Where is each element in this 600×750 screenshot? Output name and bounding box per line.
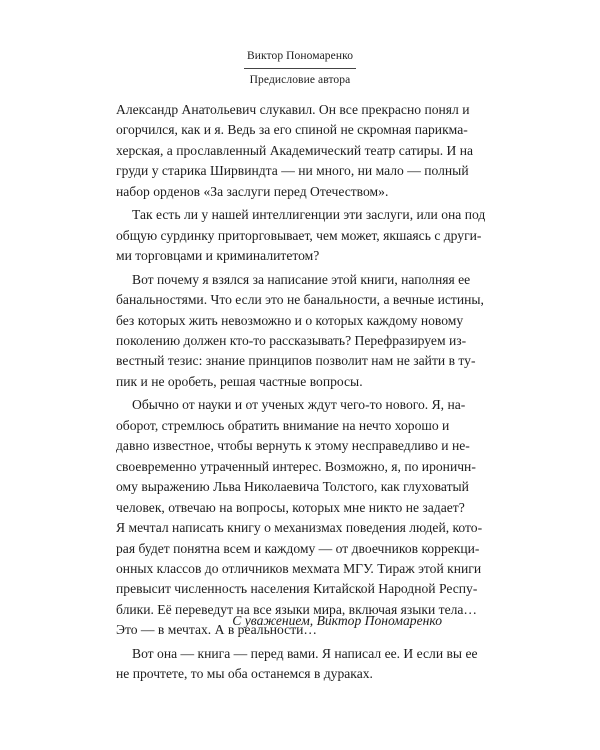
text-line: пик и не оробеть, решая частные вопросы. <box>116 373 363 389</box>
text-line: Вот почему я взялся за написание этой книги, наполняя ее <box>132 271 471 287</box>
paragraph-4 <box>116 395 483 640</box>
paragraph-1 <box>116 100 474 202</box>
running-header-section: Предисловие автора <box>249 74 351 86</box>
text-line: вестный тезис: знание принципов позволит нам не зайти в ту- <box>116 353 476 369</box>
text-line: общую сурдинку приторговывает, чем может, якшаясь с други- <box>116 227 482 243</box>
text-line: оборот, стремлюсь обратить внимание на нечто хорошо и <box>116 417 450 433</box>
paragraph-5 <box>116 644 478 685</box>
text-line: набор орденов «За заслуги перед Отечеством». <box>116 183 389 199</box>
text-line: рая будет понятна всем и каждому — от двоечников коррекци- <box>116 540 480 556</box>
header-divider <box>244 68 356 69</box>
paragraph-2 <box>116 205 486 266</box>
text-line: Вот она — книга — перед вами. Я написал ее. И если вы ее <box>132 645 478 661</box>
text-line: онных классов до отличников мехмата МГУ. Тираж этой книги <box>116 560 482 576</box>
text-line: ому выражению Льва Николаевича Толстого, как глуховатый <box>116 479 469 495</box>
text-line: давно известное, чтобы вернуть к этому несправедливо и не- <box>116 438 470 454</box>
text-line: Это — в мечтах. А в реальности… <box>116 622 318 638</box>
text-line: человек, отвечаю на вопросы, которых мне никто не задает? <box>116 499 465 515</box>
text-line: блики. Её переведут на все языки мира, включая языки тела… <box>116 601 478 617</box>
text-line: груди у старика Ширвиндта — ни много, ни мало — полный <box>116 163 469 179</box>
text-line: Обычно от науки и от ученых ждут чего-то нового. Я, на- <box>132 397 466 413</box>
text-line: Так есть ли у нашей интеллигенции эти заслуги, или она под <box>132 207 486 223</box>
text-line: не прочтете, то мы оба останемся в дураках. <box>116 666 373 682</box>
text-line: Я мечтал написать книгу о механизмах поведения людей, кото- <box>116 520 483 536</box>
text-line: ми торговцами и криминалитетом? <box>116 248 320 264</box>
author-signature: С уважением, Виктор Пономаренко <box>232 613 442 628</box>
text-line: банальностями. Что если это не банальности, а вечные истины, <box>116 292 484 308</box>
running-header-author: Виктор Пономаренко <box>246 50 354 62</box>
text-line: Александр Анатольевич слукавил. Он все прекрасно понял и <box>116 102 470 117</box>
running-header <box>0 49 600 87</box>
text-line: без которых жить невозможно и о которых каждому новому <box>116 312 464 328</box>
text-line: херская, а прославленный Академический театр сатиры. И на <box>116 142 474 158</box>
text-line: поколению должен кто-то рассказывать? Перефразируем из- <box>116 332 467 348</box>
body-text <box>116 100 486 685</box>
paragraph-3 <box>116 270 484 393</box>
text-line: своевременно утраченный интерес. Возможно, я, по ироничн- <box>116 458 476 474</box>
text-line: огорчился, как и я. Ведь за его спиной не скромная парикма- <box>116 122 468 138</box>
text-line: превысит численность населения Китайской Народной Респу- <box>116 581 478 597</box>
